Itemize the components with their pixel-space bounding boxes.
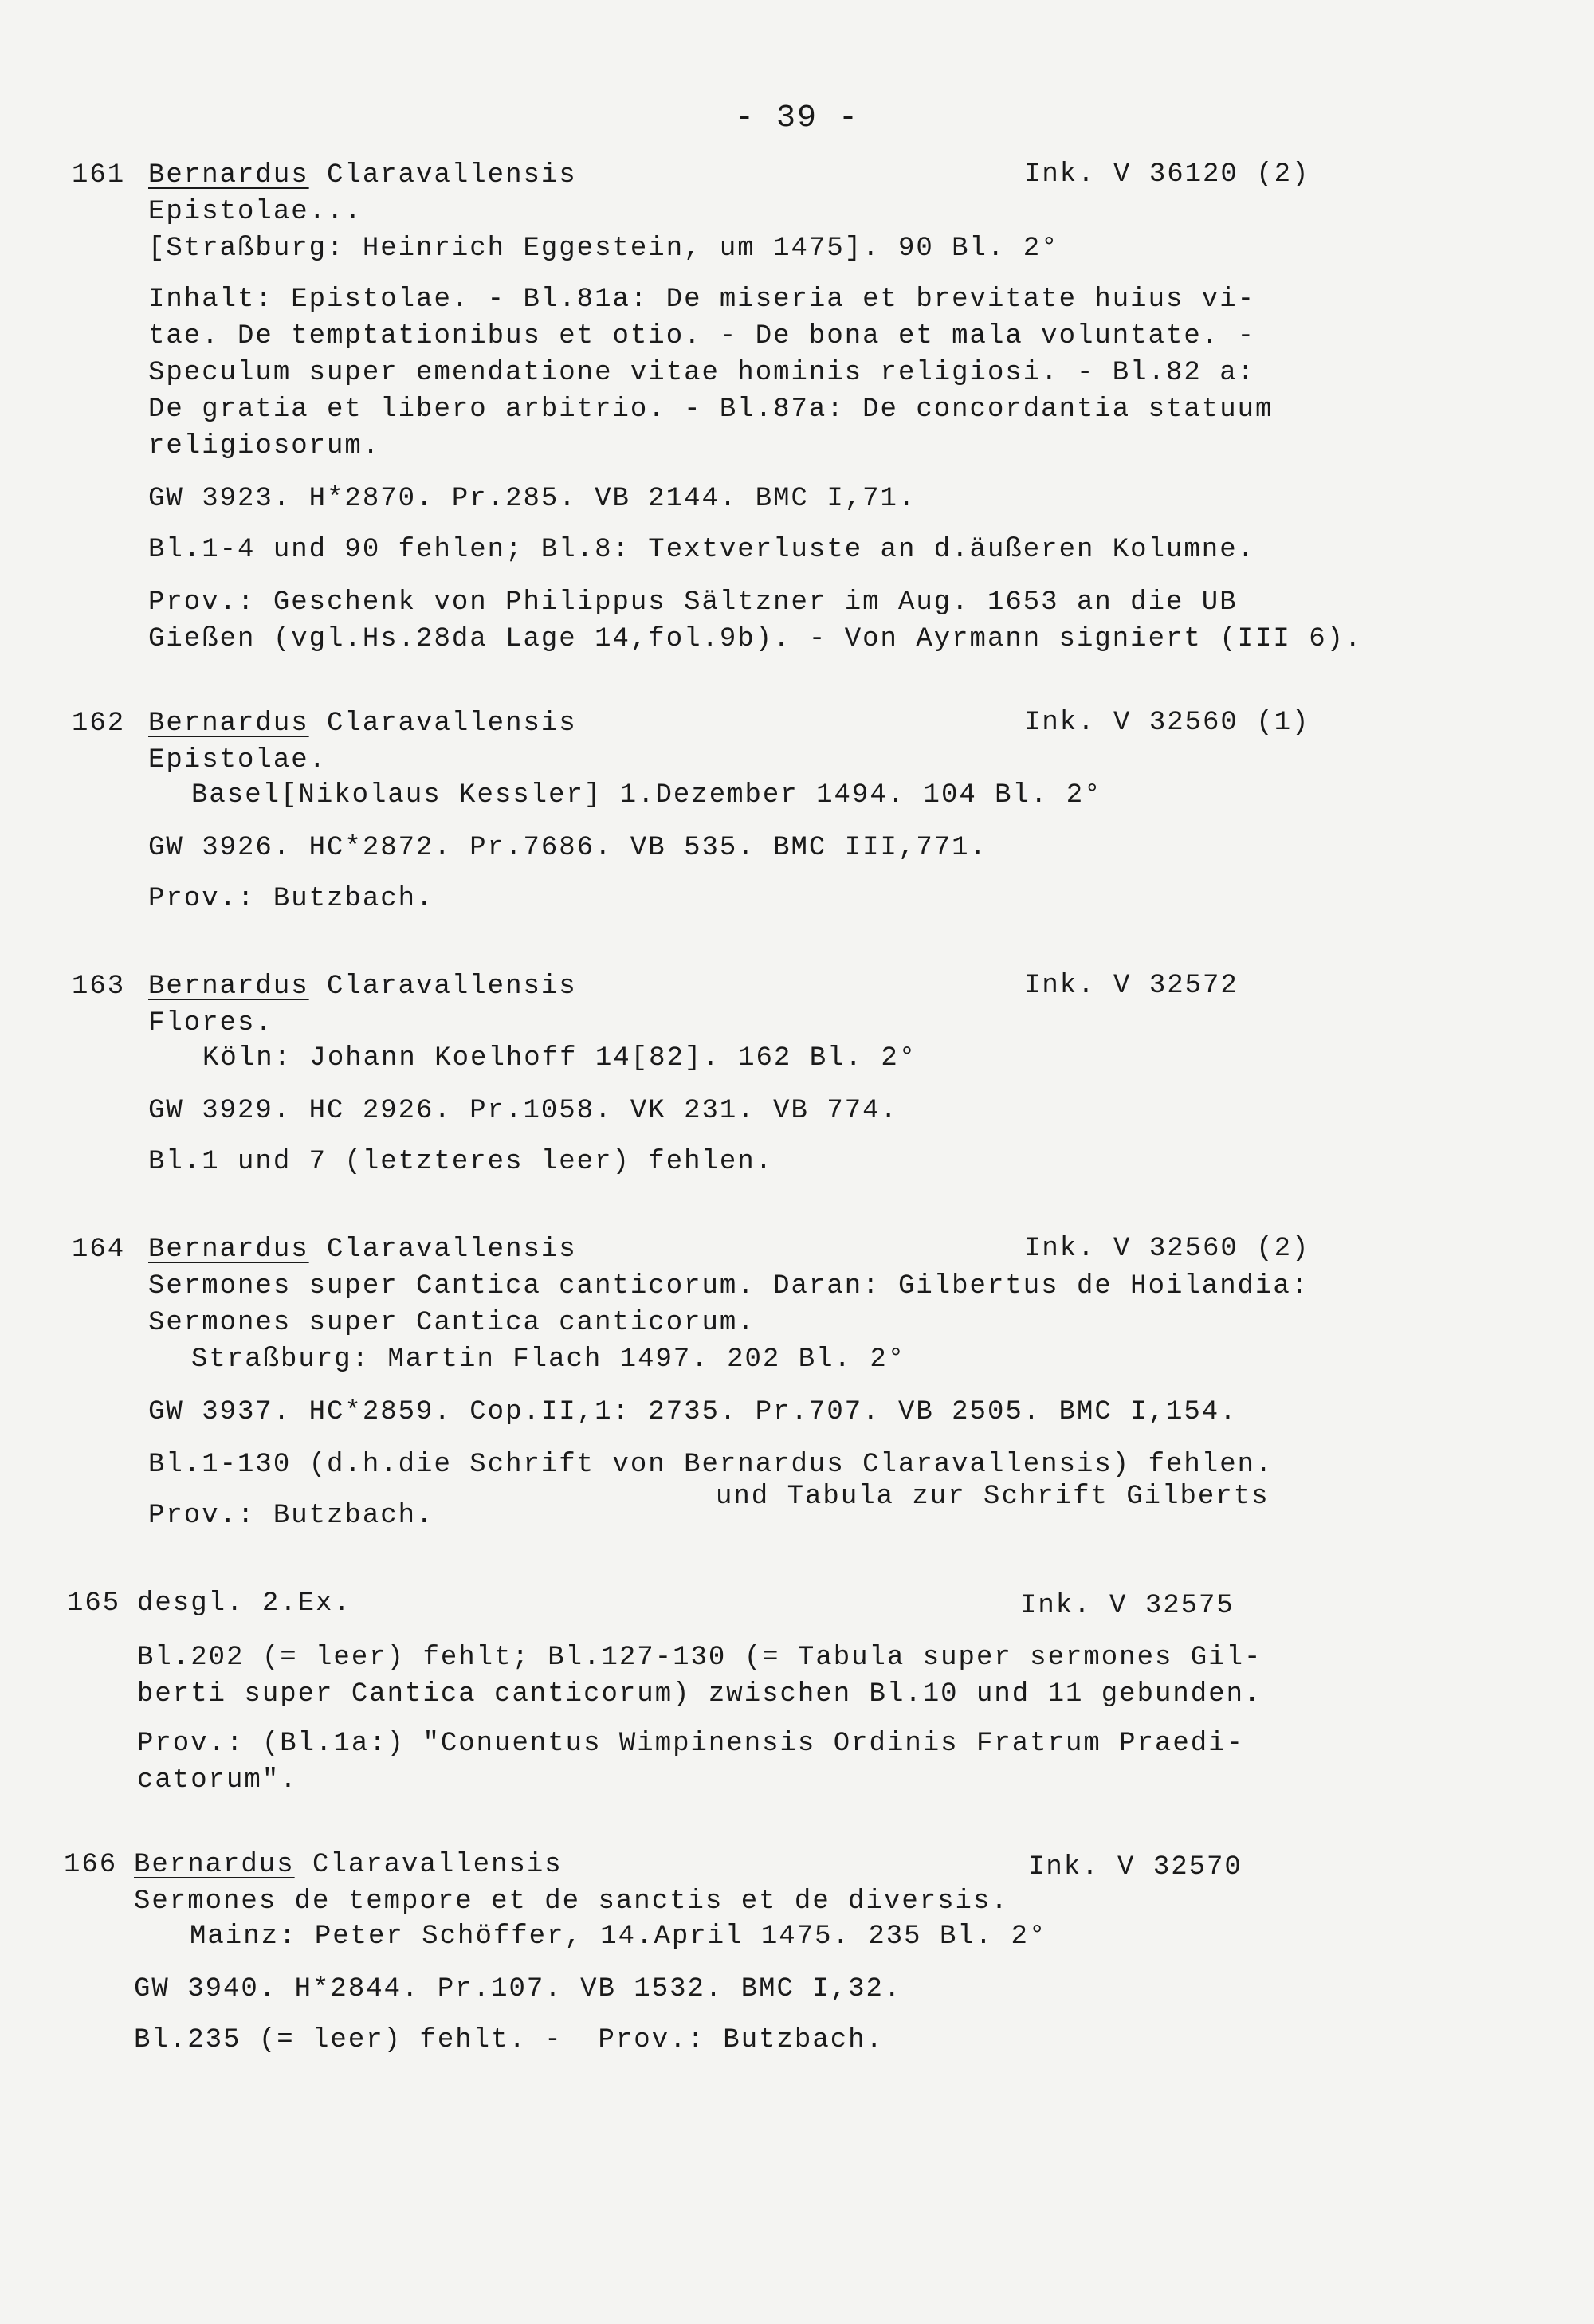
entry-author [148, 159, 577, 191]
provenance-line: catorum". [137, 1765, 298, 1796]
entry-number: 163 [72, 972, 126, 1002]
entry-author [148, 971, 577, 1003]
entry-imprint: Mainz: Peter Schöffer, 14.April 1475. 235 Bl. 2° [190, 1922, 1047, 1952]
entry-references: GW 3937. HC*2859. Cop.II,1: 2735. Pr.707. VB 2505. BMC I,154. [148, 1397, 1238, 1427]
entry-number: 165 [67, 1588, 121, 1619]
entry-number: 161 [72, 160, 126, 190]
entry-references: GW 3929. HC 2926. Pr.1058. VK 231. VB 774. [148, 1096, 898, 1126]
shelfmark: Ink. V 32570 [1028, 1852, 1243, 1882]
entry-note: Bl.1 und 7 (letzteres leer) fehlen. [148, 1147, 774, 1177]
author-name: Bernardus [148, 1235, 309, 1265]
content-line: tae. De temptationibus et otio. - De bona et mala voluntate. - [148, 321, 1256, 351]
author-rest: Claravallensis [308, 160, 577, 190]
entry-number: 162 [72, 709, 126, 739]
provenance-line: Prov.: Butzbach. [148, 884, 434, 914]
entry-author [148, 708, 577, 740]
content-line: Speculum super emendatione vitae hominis religiosi. - Bl.82 a: [148, 358, 1256, 388]
provenance-line: Prov.: Geschenk von Philippus Sältzner im Aug. 1653 an die UB [148, 587, 1238, 618]
provenance-line: Gießen (vgl.Hs.28da Lage 14,fol.9b). - Von Ayrmann signiert (III 6). [148, 624, 1363, 654]
author-name: Bernardus [148, 160, 309, 190]
entry-number: 164 [72, 1235, 126, 1265]
content-line: Bl.202 (= leer) fehlt; Bl.127-130 (= Tabula super sermones Gil- [137, 1643, 1262, 1673]
shelfmark: Ink. V 32560 (2) [1024, 1234, 1310, 1264]
entry-title: Sermones super Cantica canticorum. Daran: Gilbertus de Hoilandia: [148, 1271, 1309, 1301]
entry-references: GW 3926. HC*2872. Pr.7686. VB 535. BMC III,771. [148, 833, 987, 863]
author-name: Bernardus [148, 709, 309, 739]
content-line: religiosorum. [148, 431, 381, 461]
page-number: - 39 - [734, 100, 860, 136]
shelfmark: Ink. V 32560 (1) [1024, 708, 1310, 738]
entry-references: GW 3940. H*2844. Pr.107. VB 1532. BMC I,32. [134, 1974, 902, 2004]
entry-imprint: Straßburg: Martin Flach 1497. 202 Bl. 2° [191, 1345, 906, 1375]
entry-title: Epistolae... [148, 197, 363, 227]
shelfmark: Ink. V 32575 [1020, 1591, 1235, 1621]
shelfmark: Ink. V 32572 [1024, 971, 1239, 1001]
author-name: Bernardus [134, 1850, 295, 1880]
entry-title: Epistolae. [148, 745, 328, 775]
content-line: Inhalt: Epistolae. - Bl.81a: De miseria et brevitate huius vi- [148, 285, 1256, 315]
content-line: berti super Cantica canticorum) zwischen Bl.10 und 11 gebunden. [137, 1679, 1262, 1710]
entry-number: 166 [64, 1850, 118, 1880]
author-rest: Claravallensis [294, 1850, 563, 1880]
author-name: Bernardus [148, 972, 309, 1002]
entry-heading: desgl. 2.Ex. [137, 1588, 351, 1619]
shelfmark: Ink. V 36120 (2) [1024, 159, 1310, 190]
entry-references: GW 3923. H*2870. Pr.285. VB 2144. BMC I,71. [148, 484, 917, 514]
entry-note: Bl.1-4 und 90 fehlen; Bl.8: Textverluste an d.äußeren Kolumne. [148, 535, 1256, 565]
entry-imprint: Basel[Nikolaus Kessler] 1.Dezember 1494. 104 Bl. 2° [191, 780, 1102, 811]
author-rest: Claravallensis [308, 1235, 577, 1265]
insertion-note: und Tabula zur Schrift Gilberts [716, 1482, 1270, 1512]
entry-author [134, 1849, 563, 1881]
entry-imprint: [Straßburg: Heinrich Eggestein, um 1475]. 90 Bl. 2° [148, 234, 1059, 264]
provenance-line: Prov.: Butzbach. [148, 1501, 434, 1531]
author-rest: Claravallensis [308, 709, 577, 739]
entry-note: Bl.1-130 (d.h.die Schrift von Bernardus Claravallensis) fehlen. [148, 1450, 1274, 1480]
author-rest: Claravallensis [308, 972, 577, 1002]
entry-title: Flores. [148, 1008, 273, 1038]
provenance-line: Prov.: (Bl.1a:) "Conuentus Wimpinensis Ordinis Fratrum Praedi- [137, 1729, 1245, 1759]
entry-title-continued: Sermones super Cantica canticorum. [148, 1308, 756, 1338]
entry-title: Sermones de tempore et de sanctis et de diversis. [134, 1886, 1009, 1917]
entry-note: Bl.235 (= leer) fehlt. - Prov.: Butzbach. [134, 2025, 884, 2055]
entry-author [148, 1234, 577, 1266]
content-line: De gratia et libero arbitrio. - Bl.87a: De concordantia statuum [148, 395, 1274, 425]
entry-imprint: Köln: Johann Koelhoff 14[82]. 162 Bl. 2° [202, 1043, 917, 1074]
